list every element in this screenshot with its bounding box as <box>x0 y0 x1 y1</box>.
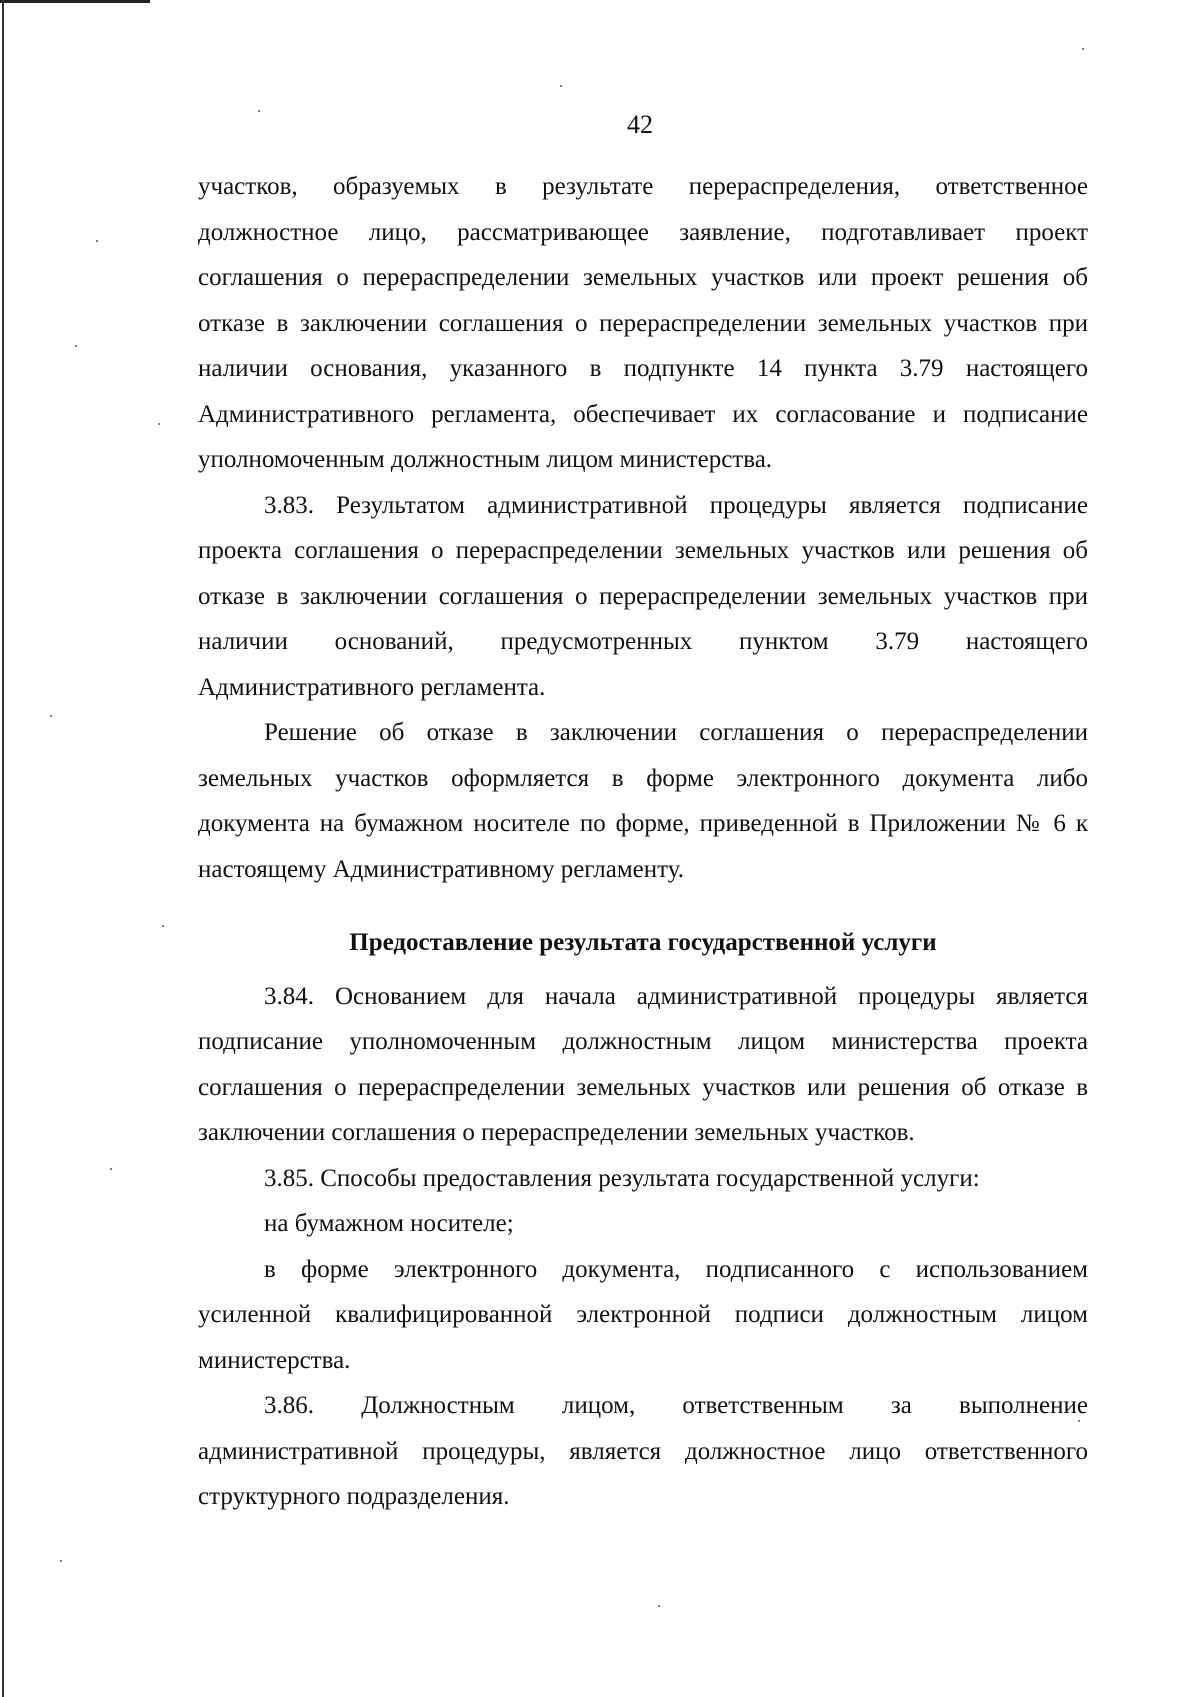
section-heading: Предоставление результата государственной услуги <box>349 929 937 956</box>
scan-speck <box>158 423 160 425</box>
paragraph-3-85: 3.85. Способы предоставления результата государственной услуги: <box>264 1164 980 1192</box>
paragraph-continuation: участков, образуемых в результате перераспределения, ответственное должностное лицо, рассматривающее заявление, подготавливает проект соглашения о перераспределении земельных участков или проект решения об отказе в заключении соглашения о перераспределении земельных участков при наличии основания, указанного в подпункте 14 пункта 3.79 настоящего Административного регламента, обеспечивает их согласование и подписание уполномоченным должностным лицом министерства. <box>198 173 1088 473</box>
paragraph-3-86: 3.86. Должностным лицом, ответственным за выполнение административной процедуры, является должностное лицо ответственного структурного подразделения. <box>198 1392 1088 1510</box>
paragraph-refusal-form: Решение об отказе в заключении соглашения о перераспределении земельных участков оформляется в форме электронного документа либо документа на бумажном носителе по форме, приведенной в Приложении № 6 к настоящему Административному регламенту. <box>198 719 1088 883</box>
document-body <box>198 164 1088 1520</box>
scan-speck <box>162 925 164 927</box>
paragraph-3-84: 3.84. Основанием для начала административной процедуры является подписание уполномоченным должностным лицом министерства проекта соглашения о перераспределении земельных участков или решения об отказе в заключении соглашения о перераспределении земельных участков. <box>198 982 1088 1146</box>
scan-speck <box>1082 48 1084 50</box>
scan-edge-top <box>0 0 150 3</box>
scan-speck <box>1078 1420 1080 1422</box>
paragraph-electronic-document: в форме электронного документа, подписанного с использованием усиленной квалифицированной электронной подписи должностным лицом министерства. <box>198 1255 1088 1374</box>
paragraph-paper-carrier: на бумажном носителе; <box>264 1210 514 1237</box>
scan-speck <box>96 240 98 242</box>
scan-speck <box>50 715 52 717</box>
scan-speck <box>75 345 77 347</box>
scan-edge-left <box>2 0 4 1697</box>
scan-speck <box>560 85 562 87</box>
scan-speck <box>110 1168 112 1170</box>
paragraph-3-83: 3.83. Результатом административной процедуры является подписание проекта соглашения о перераспределении земельных участков или решения об отказе в заключении соглашения о перераспределении земельных участков при наличии оснований, предусмотренных пунктом 3.79 настоящего Административного регламента. <box>198 491 1088 701</box>
scan-speck <box>658 1605 660 1607</box>
page-number: 42 <box>627 110 653 139</box>
scan-speck <box>60 1560 62 1562</box>
scan-speck <box>258 110 260 112</box>
